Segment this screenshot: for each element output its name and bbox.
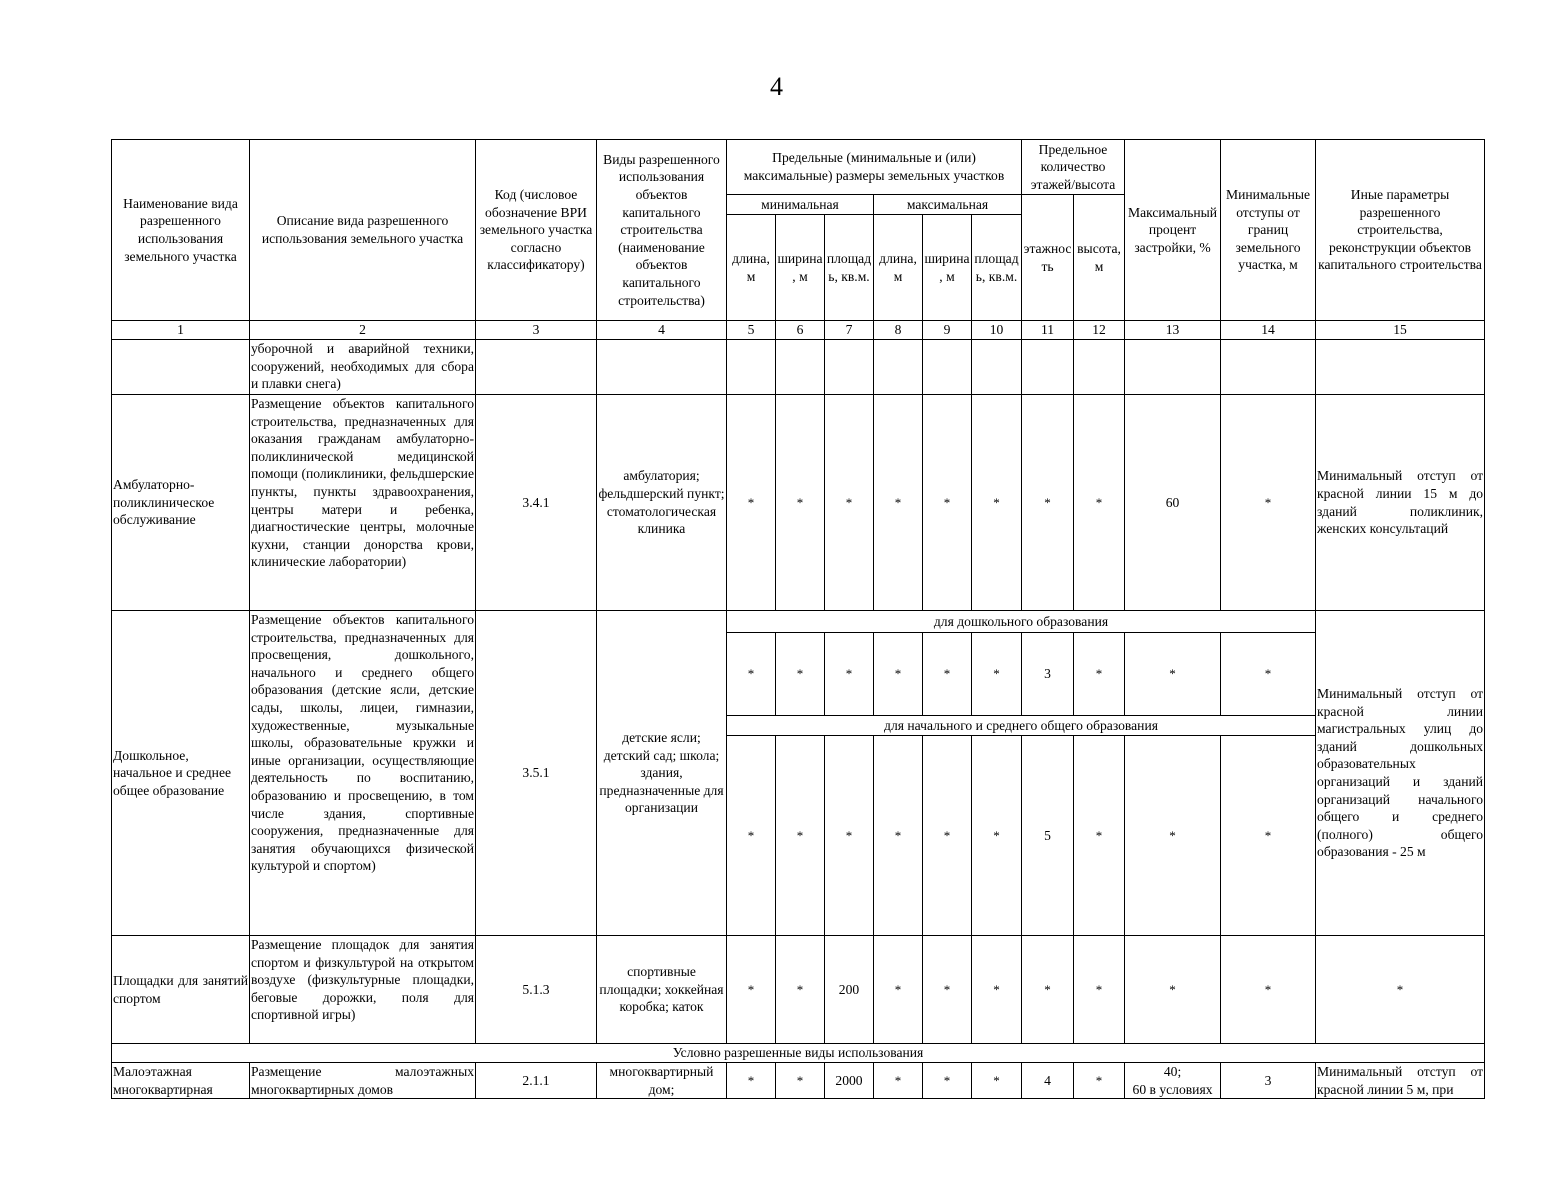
row-description: Размещение площадок для занятия спортом и физкультурой на открытом воздухе (физкультурные площадки, беговые дорожки, поля для спортивной игры) (250, 936, 476, 1044)
regulations-table (111, 139, 1485, 1099)
empty-cell (1074, 340, 1125, 395)
empty-cell (1125, 340, 1221, 395)
col-number: 10 (972, 321, 1022, 340)
value-cell: * (874, 736, 923, 936)
value-cell: 4 (1022, 1063, 1074, 1099)
header-max: максимальная (874, 195, 1022, 215)
value-cell: * (825, 633, 874, 716)
value-cell: 2000 (825, 1063, 874, 1099)
value-cell: * (874, 1063, 923, 1099)
header-max-area: площадь, кв.м. (972, 215, 1022, 321)
subheader-preschool: для дошкольного образования (727, 611, 1316, 633)
table-row-continuation (112, 340, 1485, 395)
row-name: Дошкольное, начальное и среднее общее образование (112, 611, 250, 936)
col-number: 14 (1221, 321, 1316, 340)
col-number: 13 (1125, 321, 1221, 340)
empty-cell (727, 340, 776, 395)
row-other: Минимальный отступ от красной линии 5 м, при (1316, 1063, 1485, 1099)
header-floors: этажность (1022, 195, 1074, 321)
value-cell: * (1074, 736, 1125, 936)
value-cell-percent: 40; 60 в условиях (1125, 1063, 1221, 1099)
table-row-3-5-1 (112, 611, 1485, 633)
empty-cell (776, 340, 825, 395)
row-code: 3.4.1 (476, 395, 597, 611)
row-description: Размещение малоэтажных многоквартирных домов (250, 1063, 476, 1099)
row-code: 3.5.1 (476, 611, 597, 936)
header-row-1 (112, 140, 1485, 195)
row-objects: спортивные площадки; хоккейная коробка; каток (597, 936, 727, 1044)
row-objects: амбулатория; фельдшерский пункт; стоматологическая клиника (597, 395, 727, 611)
empty-cell (972, 340, 1022, 395)
value-cell: * (1074, 936, 1125, 1044)
value-cell: 3 (1022, 633, 1074, 716)
col-number: 4 (597, 321, 727, 340)
col-number: 8 (874, 321, 923, 340)
empty-cell (1316, 340, 1485, 395)
empty-cell (1022, 340, 1074, 395)
value-cell: * (727, 936, 776, 1044)
value-cell: * (923, 633, 972, 716)
value-cell-indent: 3 (1221, 1063, 1316, 1099)
value-cell: * (1221, 936, 1316, 1044)
value-cell: * (1125, 936, 1221, 1044)
value-cell: * (874, 936, 923, 1044)
value-cell: * (923, 1063, 972, 1099)
value-cell: * (1022, 936, 1074, 1044)
section-row (112, 1044, 1485, 1063)
col-number: 15 (1316, 321, 1485, 340)
header-max-width: ширина, м (923, 215, 972, 321)
row-objects: многоквартирный дом; (597, 1063, 727, 1099)
row-other: Минимальный отступ от красной линии магистральных улиц до зданий дошкольных образовательных организаций и зданий организаций начального общего и среднего (полного) общего образования - 25 м (1316, 611, 1485, 936)
value-cell: * (825, 395, 874, 611)
value-cell: * (972, 395, 1022, 611)
header-floors-group: Предельное количество этажей/высота (1022, 140, 1125, 195)
value-cell: * (1022, 395, 1074, 611)
value-cell: * (776, 395, 825, 611)
col-number: 9 (923, 321, 972, 340)
row-description: Размещение объектов капитального строительства, предназначенных для просвещения, дошкольного, начального и среднего общего образования (детские ясли, детские сады, школы, лицеи, гимназии, художественные, музыкальные школы, образовательные кружки и иные организации, осуществляющие деятельность по воспитанию, образованию и просвещению, в том числе здания, спортивные сооружения, предназначенные для занятия обучающихся физической культурой и спортом) (250, 611, 476, 936)
value-cell: * (874, 395, 923, 611)
header-description: Описание вида разрешенного использования земельного участка (250, 140, 476, 321)
header-size-group: Предельные (минимальные и (или) максимальные) размеры земельных участков (727, 140, 1022, 195)
value-cell: * (776, 736, 825, 936)
row-objects: детские ясли; детский сад; школа; здания, предназначенные для организации (597, 611, 727, 936)
page-number: 4 (770, 72, 783, 101)
value-cell: * (776, 936, 825, 1044)
row-name: Площадки для занятий спортом (112, 936, 250, 1044)
value-cell: * (1125, 736, 1221, 936)
row-other: Минимальный отступ от красной линии 15 м до зданий поликлиник, женских консультаций (1316, 395, 1485, 611)
empty-cell (597, 340, 727, 395)
value-cell: * (1125, 633, 1221, 716)
empty-cell (476, 340, 597, 395)
row-code: 5.1.3 (476, 936, 597, 1044)
empty-cell (112, 340, 250, 395)
value-cell: * (727, 736, 776, 936)
value-cell: * (972, 1063, 1022, 1099)
header-name: Наименование вида разрешенного использования земельного участка (112, 140, 250, 321)
empty-cell (874, 340, 923, 395)
row-description: уборочной и аварийной техники, сооружений, необходимых для сбора и плавки снега) (250, 340, 476, 395)
table-row-3-4-1 (112, 395, 1485, 611)
header-min: минимальная (727, 195, 874, 215)
header-min-area: площадь, кв.м. (825, 215, 874, 321)
value-cell: 200 (825, 936, 874, 1044)
value-cell: * (727, 1063, 776, 1099)
col-number: 5 (727, 321, 776, 340)
table-row-5-1-3 (112, 936, 1485, 1044)
value-cell: 60 (1125, 395, 1221, 611)
subheader-school: для начального и среднего общего образования (727, 716, 1316, 736)
value-cell: * (1221, 736, 1316, 936)
header-indents: Минимальные отступы от границ земельного участка, м (1221, 140, 1316, 321)
col-number: 1 (112, 321, 250, 340)
table-row-2-1-1 (112, 1063, 1485, 1099)
value-cell: * (923, 736, 972, 936)
value-cell: * (727, 633, 776, 716)
value-cell: * (972, 633, 1022, 716)
header-code: Код (числовое обозначение ВРИ земельного участка согласно классификатору) (476, 140, 597, 321)
value-cell: * (972, 936, 1022, 1044)
col-number: 12 (1074, 321, 1125, 340)
value-cell: * (923, 395, 972, 611)
value-cell: * (776, 633, 825, 716)
value-cell: * (1074, 395, 1125, 611)
header-percent: Максимальный процент застройки, % (1125, 140, 1221, 321)
value-cell: 5 (1022, 736, 1074, 936)
value-cell: * (874, 633, 923, 716)
empty-cell (825, 340, 874, 395)
empty-cell (1221, 340, 1316, 395)
value-cell: * (972, 736, 1022, 936)
row-code: 2.1.1 (476, 1063, 597, 1099)
value-cell: * (825, 736, 874, 936)
col-number: 11 (1022, 321, 1074, 340)
section-title: Условно разрешенные виды использования (112, 1044, 1485, 1063)
value-cell: * (727, 395, 776, 611)
col-number: 3 (476, 321, 597, 340)
col-number: 7 (825, 321, 874, 340)
value-cell: * (1074, 1063, 1125, 1099)
col-number: 2 (250, 321, 476, 340)
row-description: Размещение объектов капитального строительства, предназначенных для оказания гражданам амбулаторно-поликлинической медицинской помощи (поликлиники, фельдшерские пункты, пункты здравоохранения, центры матери и ребенка, диагностические центры, молочные кухни, станции донорства крови, клинические лаборатории) (250, 395, 476, 611)
empty-cell (923, 340, 972, 395)
header-max-length: длина, м (874, 215, 923, 321)
header-min-width: ширина, м (776, 215, 825, 321)
header-min-length: длина, м (727, 215, 776, 321)
row-name: Малоэтажная многоквартирная (112, 1063, 250, 1099)
row-other: * (1316, 936, 1485, 1044)
value-cell: * (776, 1063, 825, 1099)
value-cell: * (1074, 633, 1125, 716)
value-cell: * (1221, 633, 1316, 716)
row-name: Амбулаторно-поликлиническое обслуживание (112, 395, 250, 611)
header-objects: Виды разрешенного использования объектов капитального строительства (наименование объектов капитального строительства) (597, 140, 727, 321)
value-cell: * (1221, 395, 1316, 611)
column-numbers-row (112, 321, 1485, 340)
value-cell: * (923, 936, 972, 1044)
header-other: Иные параметры разрешенного строительства, реконструкции объектов капитального строительства (1316, 140, 1485, 321)
header-height: высота, м (1074, 195, 1125, 321)
col-number: 6 (776, 321, 825, 340)
